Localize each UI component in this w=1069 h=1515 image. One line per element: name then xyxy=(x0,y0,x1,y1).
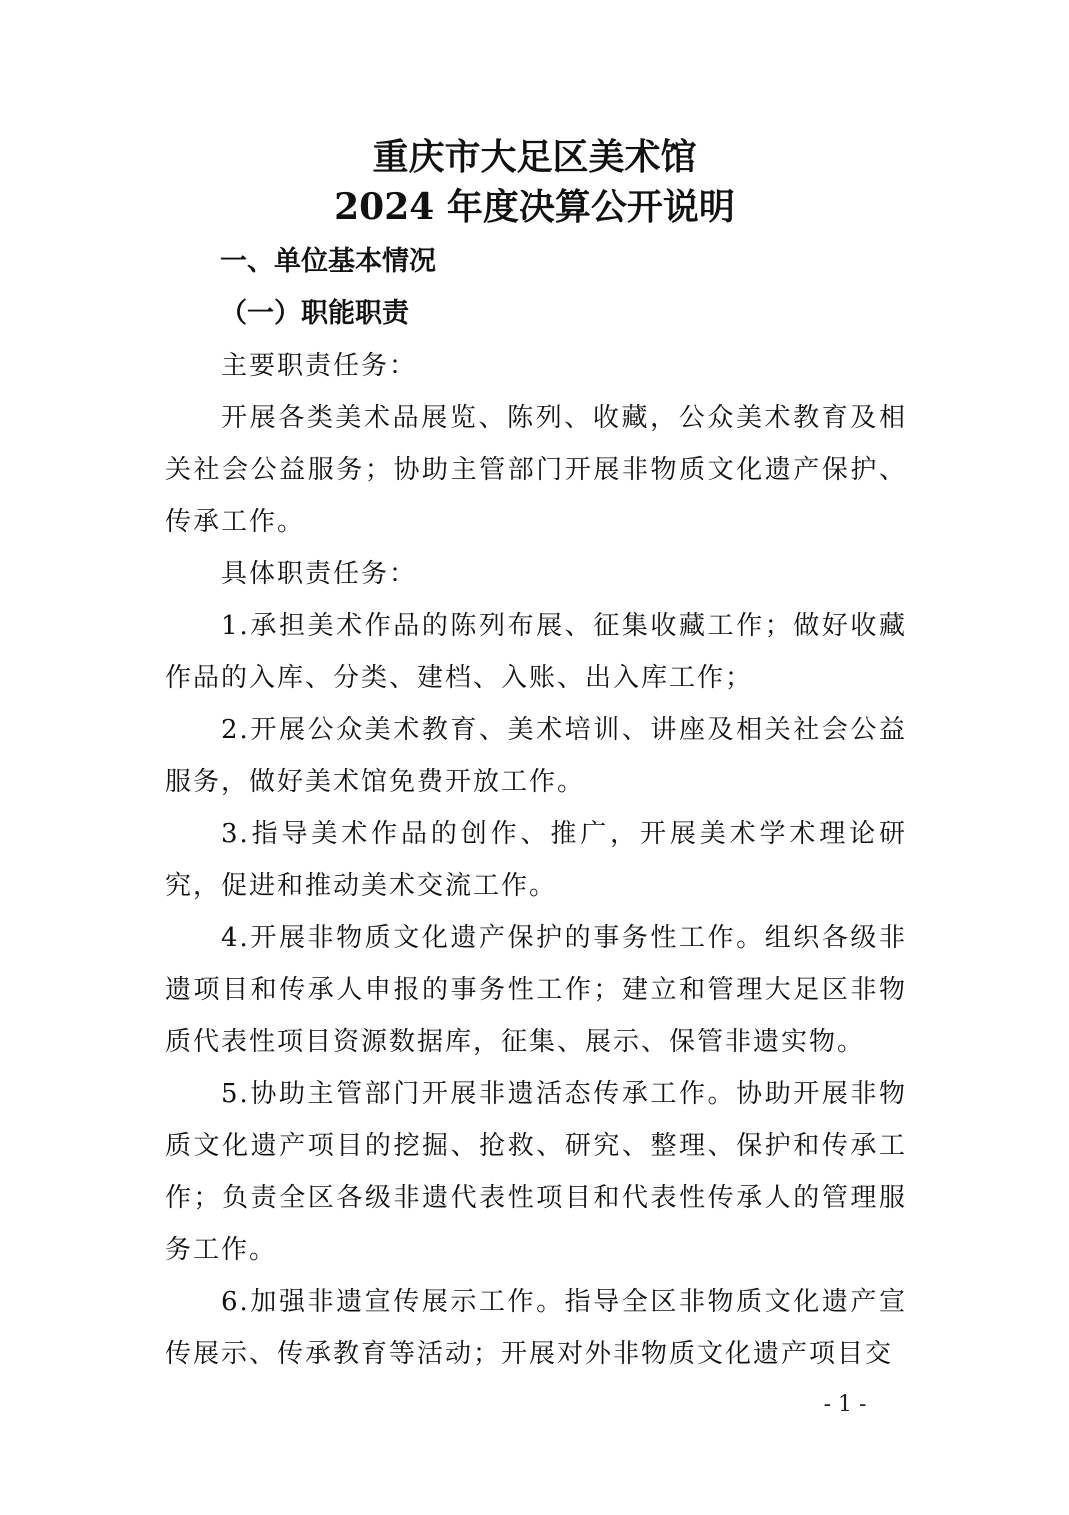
section-heading: 一、单位基本情况 xyxy=(220,246,436,277)
page-number: - 1 - xyxy=(823,1392,867,1417)
paragraph-duty-1: 1.承担美术作品的陈列布展、征集收藏工作；做好收藏作品的入库、分类、建档、入账、出入库工作； xyxy=(165,611,907,693)
paragraph-duty-5: 5.协助主管部门开展非遗活态传承工作。协助开展非物质文化遗产项目的挖掘、抢救、研究、整理、保护和传承工作；负责全区各级非遗代表性项目和代表性传承人的管理服务工作。 xyxy=(165,1079,907,1265)
document-title xyxy=(0,132,1069,232)
subsection-heading: （一）职能职责 xyxy=(220,298,409,329)
paragraph-duty-2: 2.开展公众美术教育、美术培训、讲座及相关社会公益服务，做好美术馆免费开放工作。 xyxy=(165,715,907,797)
title-line-1: 重庆市大足区美术馆 xyxy=(372,136,697,178)
paragraph-duty-4: 4.开展非物质文化遗产保护的事务性工作。组织各级非遗项目和传承人申报的事务性工作；建立和管理大足区非物质代表性项目资源数据库，征集、展示、保管非遗实物。 xyxy=(165,923,907,1057)
paragraph-main-duties: 开展各类美术品展览、陈列、收藏，公众美术教育及相关社会公益服务；协助主管部门开展非物质文化遗产保护、传承工作。 xyxy=(165,403,907,537)
paragraph-specific-duties-label: 具体职责任务： xyxy=(221,559,418,589)
paragraph-duty-6: 6.加强非遗宣传展示工作。指导全区非物质文化遗产宣传展示、传承教育等活动；开展对外非物质文化遗产项目交 xyxy=(165,1287,907,1369)
paragraph-main-duties-label: 主要职责任务： xyxy=(221,351,418,381)
paragraph-duty-3: 3.指导美术作品的创作、推广，开展美术学术理论研究，促进和推动美术交流工作。 xyxy=(165,819,907,901)
title-line-2: 2024 年度决算公开说明 xyxy=(334,186,735,228)
document-body xyxy=(165,236,907,1380)
